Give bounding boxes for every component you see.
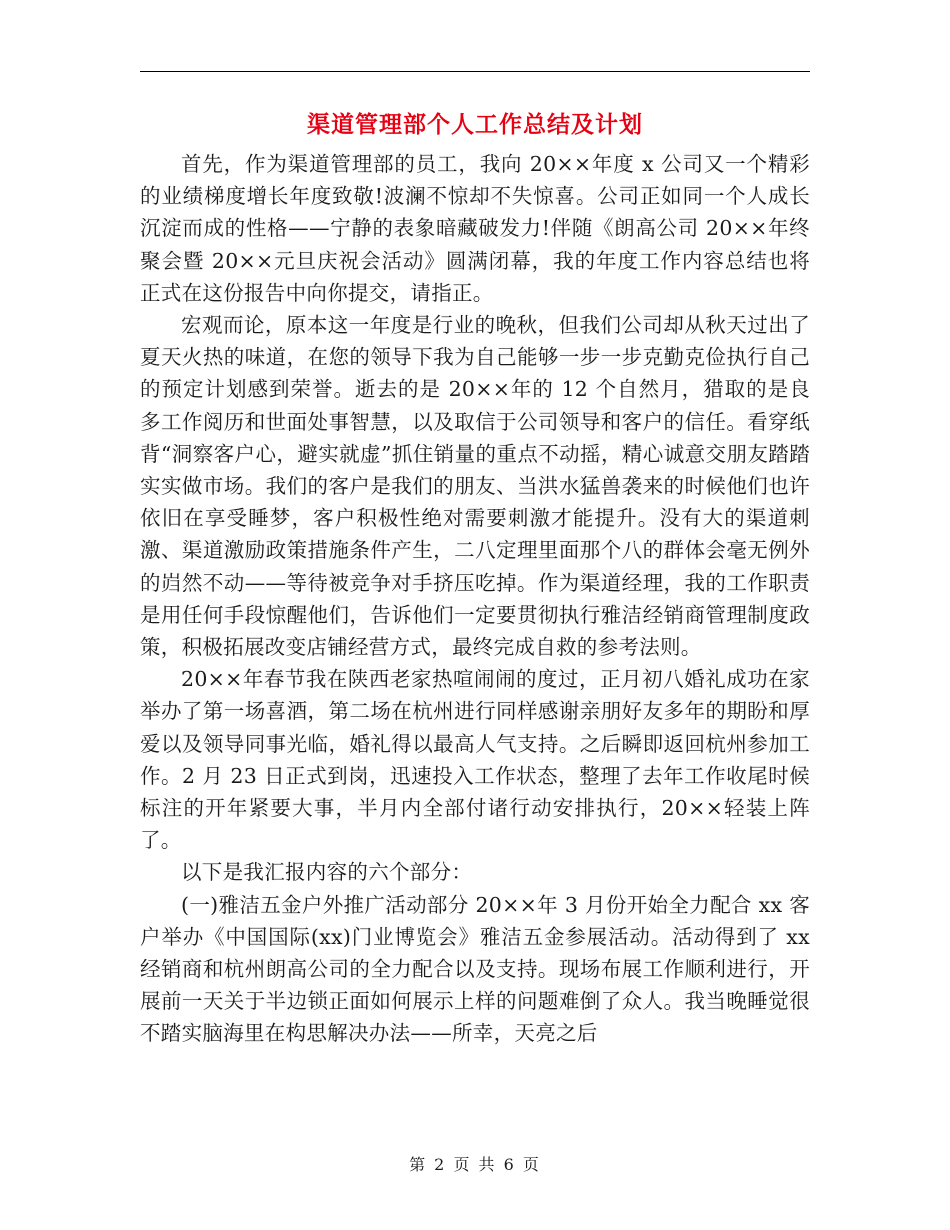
document-body [140,148,810,1050]
header-rule [140,71,810,72]
paragraph-opening: 首先，作为渠道管理部的员工，我向 20××年度 x 公司又一个精彩的业绩梯度增长年度致敬!波澜不惊却不失惊喜。公司正如同一个人成长沉淀而成的性格——宁静的表象暗藏破发力!伴随《朗高公司 20××年终聚会暨 20××元旦庆祝会活动》圆满闭幕，我的年度工作内容总结也将正式在这份报告中向你提交，请指正。 [140,152,810,305]
paragraph-spring-festival: 20××年春节我在陕西老家热喧闹闹的度过，正月初八婚礼成功在家举办了第一场喜酒，第二场在杭州进行同样感谢亲朋好友多年的期盼和厚爱以及领导同事光临，婚礼得以最高人气支持。之后瞬即返回杭州参加工作。2 月 23 日正式到岗，迅速投入工作状态，整理了去年工作收尾时候标注的开年紧要大事，半月内全部付诸行动安排执行，20××轻装上阵了。 [140,667,810,853]
paragraph-overview: 宏观而论，原本这一年度是行业的晚秋，但我们公司却从秋天过出了夏天火热的味道，在您的领导下我为自己能够一步一步克勤克俭执行自己的预定计划感到荣誉。逝去的是 20××年的 12 个自然月，猎取的是良多工作阅历和世面处事智慧，以及取信于公司领导和客户的信任。看穿纸背“洞察客户心，避实就虚”抓住销量的重点不动摇，精心诚意交朋友踏踏实实做市场。我们的客户是我们的朋友、当洪水猛兽袭来的时候他们也许依旧在享受睡梦，客户积极性绝对需要刺激才能提升。没有大的渠道刺激、渠道激励政策措施条件产生，二八定理里面那个八的群体会毫无例外的岿然不动——等待被竞争对手挤压吃掉。作为渠道经理，我的工作职责是用任何手段惊醒他们，告诉他们一定要贯彻执行雅洁经销商管理制度政策，积极拓展改变店铺经营方式，最终完成自救的参考法则。 [140,313,810,660]
paragraph-report-intro: 以下是我汇报内容的六个部分： [181,860,473,885]
document-title: 渠道管理部个人工作总结及计划 [307,112,643,138]
paragraph-section-one: (一)雅洁五金户外推广活动部分 20××年 3 月份开始全力配合 xx 客户举办《中国国际(xx)门业博览会》雅洁五金参展活动。活动得到了 xx 经销商和杭州朗高公司的全力配合以及支持。现场布展工作顺利进行，开展前一天关于半边锁正面如何展示上样的问题难倒了众人。我当晚睡觉很不踏实脑海里在构思解决办法——所幸，天亮之后 [140,892,810,1046]
page-number: 第 2 页 共 6 页 [409,1155,541,1174]
